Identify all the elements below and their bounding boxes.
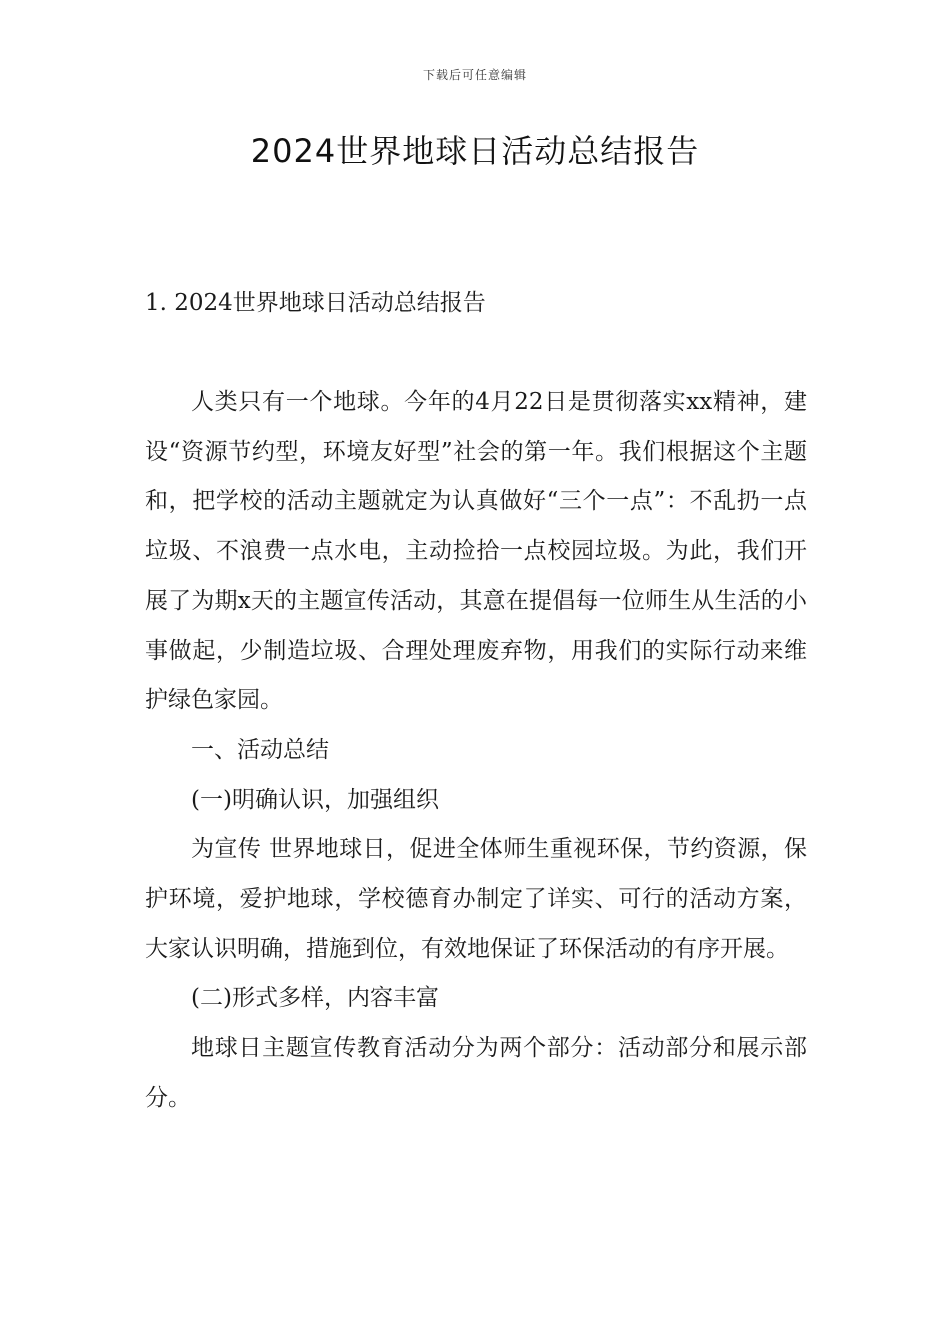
subheading-awareness-organization: (一)明确认识，加强组织 (191, 786, 439, 813)
paragraph-awareness: 为宣传 世界地球日，促进全体师生重视环保，节约资源，保护环境，爱护地球，学校德育办制定了详实、可行的活动方案，大家认识明确，措施到位，有效地保证了环保活动的有序开展。 (145, 836, 807, 962)
document-title: 2024世界地球日活动总结报告 (250, 132, 700, 170)
header-note: 下载后可任意编辑 (422, 68, 527, 82)
subheading-diverse-forms: (二)形式多样，内容丰富 (191, 985, 439, 1012)
subheading-activity-summary: 一、活动总结 (191, 736, 329, 763)
section-heading: 1. 2024世界地球日活动总结报告 (145, 290, 486, 316)
document-body (145, 378, 807, 1124)
paragraph-activity-parts: 地球日主题宣传教育活动分为两个部分：活动部分和展示部分。 (145, 1035, 807, 1111)
paragraph-intro: 人类只有一个地球。今年的4月22日是贯彻落实xx精神，建设“资源节约型，环境友好型”社会的第一年。我们根据这个主题和，把学校的活动主题就定为认真做好“三个一点”：不乱扔一点垃圾、不浪费一点水电，主动捡拾一点校园垃圾。为此，我们开展了为期x天的主题宣传活动，其意在提倡每一位师生从生活的小事做起，少制造垃圾、合理处理废弃物，用我们的实际行动来维护绿色家园。 (145, 389, 807, 714)
